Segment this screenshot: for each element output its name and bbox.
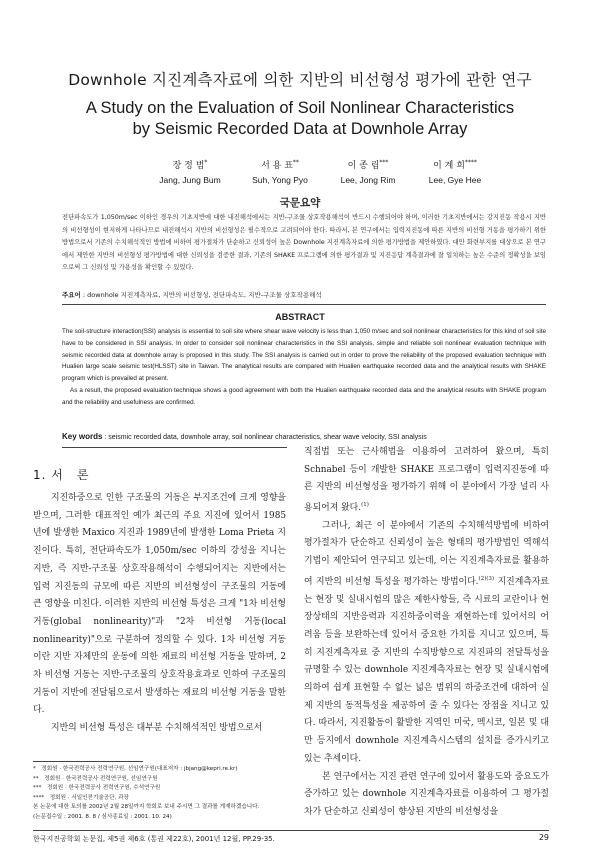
author-4 <box>400 156 510 187</box>
body-text: 직접법 또는 근사해법을 이용하여 고려하여 왔으며, 특히 Schnabel 등이 개발한 SHAKE 프로그램이 입력지진동에 따른 지반의 비선형성을 평가하기 위해 이 분야에서 가장 널리 사용되어져 왔다. <box>304 447 549 514</box>
abstract-english-paragraph-1: The soil-structure interaction(SSI) analysis is essential to soil site where shear wave velocity is less than 1,050 m/sec and soil nonlinear characteristics for this kind of soil site have to be considered in SSI analysis. In order to consider soil nonlinear characteristics in the SSI analysis, simple and reliable soil nonlinear evaluation technique with seismic recorded data at downhole array is proposed in this study. The SSI analysis is carried out in order to prove the reliability of the proposed evaluation technique with Hualien large scale seismic test(HLSST) site in Taiwan. The analytical results are compared with Hualien earthquake recorded data and the analytical results with SHAKE program which is prevailed at present. <box>62 328 546 383</box>
author-marker: *** <box>379 159 389 166</box>
keywords-english <box>62 432 546 441</box>
section-heading-introduction: 1. 서 론 <box>33 468 90 482</box>
divider <box>62 447 287 448</box>
body-paragraph: 지진하중으로 인한 구조물의 거동은 부지조건에 크게 영향을 받으며, 그러한 대표적인 예가 최근의 주요 지진에 있어서 1985년에 발생한 Maxico 지진과 1989년에 발생한 Loma Prieta 지진이다. 특히, 전단파속도가 1,050m/sec 이하의 강성을 지니는 지반, 즉 지반-구조물 상호작용해석이 수행되어지는 지반에서는 입력 지진동의 규모에 따른 지반의 비선형성이 구조물의 거동에 큰 영향을 미친다. 이러한 지반의 비선형 특성은 크게 "1차 비선형 거동(global nonlinearity)"과 "2차 비선형 거동(local nonlinearity)"으로 구분하여 정의할 수 있다. 1차 비선형 거동이란 지반 자체만의 운동에 의한 재료의 비선형 거동을 말하며, 2차 비선형 거동는 지반-구조물의 상호작용효과로 인하여 구조물의 거동이 지반에 전달됨으로서 발생하는 재료의 비선형 거동을 말한다. <box>33 493 286 716</box>
body-paragraph: 본 연구에서는 지진 관련 연구에 있어서 활용도와 중요도가 증가하고 있는 downhole 지진계측자료를 이용하여 그 평가절차가 단순하고 신뢰성이 향상된 지반의 비선형성을 <box>304 771 549 817</box>
body-paragraph <box>304 444 549 518</box>
citation-marker: (2)(3) <box>478 575 495 582</box>
footnote: (논문접수일 : 2001. 8. 8 / 심사종료일 : 2001. 10. 24) <box>33 813 172 820</box>
author-name-ko: 서 용 표 <box>261 161 293 171</box>
author-marker: **** <box>464 159 477 166</box>
footnote-divider <box>33 761 143 762</box>
body-column-left <box>33 490 286 738</box>
keywords-korean-label: 주요어 <box>62 291 81 299</box>
author-name-en: Lee, Gye Hee <box>428 175 482 185</box>
citation-marker: (1) <box>361 502 369 509</box>
author-name-en: Suh, Yong Pyo <box>252 175 308 185</box>
keywords-english-label: Key words <box>62 432 103 441</box>
abstract-english-heading: ABSTRACT <box>275 312 325 322</box>
author-name-ko: 이 계 희 <box>433 161 465 171</box>
author-marker: * <box>204 159 208 166</box>
footnotes <box>33 765 293 823</box>
footnote: *** 정회원 · 한국전력공사 전력연구원, 수석연구원 <box>33 785 161 792</box>
footnote: ** 정회원 · 한국전력공사 전력연구원, 선임연구원 <box>33 775 158 782</box>
abstract-korean-heading: 국문요약 <box>279 197 321 209</box>
divider <box>62 304 546 305</box>
body-paragraph: 지반의 비선형 특성은 대부분 수치해석적인 방법으로서 <box>51 723 263 734</box>
body-text: 그러나, 최근 이 분야에서 기존의 수치해석방법에 비하여 평가절차가 단순하고 신뢰성이 높은 형태의 평가방법인 역해석 기법이 제안되어 연구되고 있는데, 이는 지진계측자료를 활용하여 지반의 비선형 특성을 평가하는 방법이다. <box>304 520 549 587</box>
keywords-korean <box>62 290 546 299</box>
body-text: 지진계측자료는 현장 및 실내시험의 많은 제한사항들, 즉 시료의 교란이나 현장상태의 지반응력과 지진하중이력을 재현하는데 있어서의 어려움 등을 보완하는데 있어서 중요한 가치를 지니고 있으며, 특히 지진계측자료 중 지반의 수직방향으로 지진파의 전달특성을 규명할 수 있는 downhole 지진계측자료는 현장 및 실내시험에 의하여 쉽게 표현할 수 없는 넓은 범위의 하중조건에 대하여 실제 지반의 동적특성을 제공하여 줄 수 있다는 장점을 지니고 있다. 따라서, 지진활동이 활발한 지역인 미국, 멕시코, 일본 및 대만 등지에서 downhole 지진계측시스템의 설치를 증가시키고 있는 추세이다. <box>304 576 550 764</box>
body-column-right <box>304 444 549 822</box>
abstract-english <box>62 326 546 409</box>
footnote: * 정회원 · 한국전력공사 전력연구원, 선임연구원(대표저자 : jbjang@kepri.re.kr) <box>33 766 238 772</box>
author-name-en: Lee, Jong Rim <box>340 175 396 185</box>
author-name-ko: 이 종 림 <box>347 161 380 171</box>
author-name-en: Jang, Jung Bum <box>159 175 221 185</box>
keywords-english-text: : seismic recorded data, downhole array, soil nonlinear characteristics, shear wave velocity, SSI analysis <box>104 434 427 441</box>
page-number: 29 <box>538 833 549 842</box>
footer-divider <box>33 830 549 831</box>
paper-title-english-line1: A Study on the Evaluation of Soil Nonlinear Characteristics <box>85 99 515 117</box>
paper-title-korean: Downhole 지진계측자료에 의한 지반의 비선형성 평가에 관한 연구 <box>68 71 532 89</box>
author-marker: ** <box>292 159 299 166</box>
abstract-korean: 전단파속도가 1,050m/sec 이하인 경우의 기초지반에 대한 내진해석에서는 지반-구조물 상호작용해석이 반드시 수행되어야 하며, 이러한 기초지반에서는 강지진동 작용시 지반의 비선형성이 현저하게 나타나므로 내진해석시 지반의 비선형성은 필수적으로 고려되어야 한다. 따라서, 본 연구에서는 입력지진동에 따른 지반의 비선형 거동을 평가하기 위한 방법으로서 기존의 수치해석적인 방법에 비하여 평가절차가 단순하고 신뢰성이 높은 Downhole 지진계측자료에 의한 평가방법을 제안하였다. 대만 화련부지를 대상으로 본 연구에서 제안한 지반의 비선형성 평가방법에 대한 신뢰성을 검증한 결과, 기존의 SHAKE 프로그램에 의한 평가결과 및 지진응답 계측결과에 잘 일치하는 높은 수준의 정확성을 보임으로써 그 신뢰성 및 가용성을 확인할 수 있었다. <box>62 214 546 271</box>
author-name-ko: 장 정 범 <box>172 161 205 171</box>
keywords-korean-text: : downhole 지진계측자료, 지반의 비선형성, 전단파속도, 지반-구조물 상호작용해석 <box>82 291 322 299</box>
footnote: 본 논문에 대한 토의를 2002년 2월 28일까지 학회로 보내 주시면 그 결과를 게재하겠습니다. <box>33 804 260 811</box>
abstract-english-paragraph-2: As a result, the proposed evaluation technique shows a good agreement with both the Hualien earthquake recorded data and the analytical results with SHAKE program and the reliability and usefulness are confirmed. <box>62 386 546 406</box>
body-paragraph <box>304 518 549 769</box>
paper-title-english-line2: by Seismic Recorded Data at Downhole Array <box>132 120 468 138</box>
journal-citation: 한국지진공학회 논문집, 제5권 제6호 (통권 제22호), 2001년 12월, PP.29-35. <box>33 835 275 843</box>
footnote: **** 정회원 · 서일인전기술공단, 과장 <box>33 794 129 801</box>
